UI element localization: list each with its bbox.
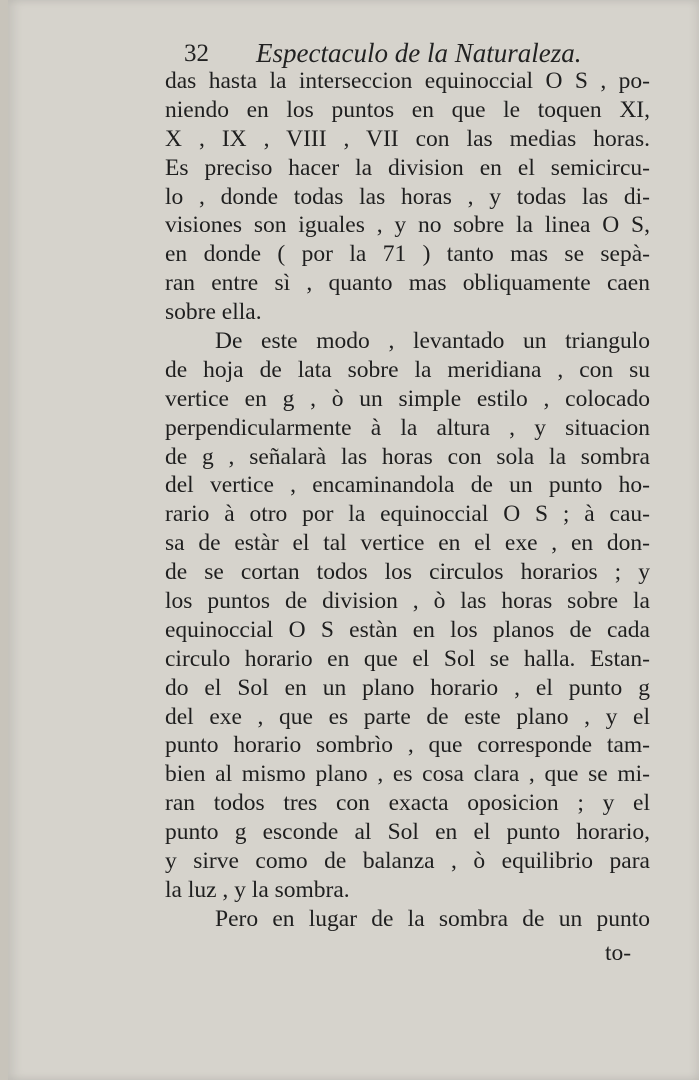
text-line: X , IX , VIII , VII con las medias horas. (165, 125, 650, 152)
text-line: de g , señalarà las horas con sola la sombra (165, 443, 650, 470)
text-line: perpendicularmente à la altura , y situacion (165, 414, 650, 441)
text-line: la luz , y la sombra. (165, 876, 350, 903)
paragraph-start: De este modo , levantado un triangulo (215, 328, 650, 355)
text-line: sobre ella. (165, 299, 262, 326)
paragraph-start: Pero en lugar de la sombra de un punto (215, 905, 650, 932)
text-line: punto g esconde al Sol en el punto horario, (165, 819, 650, 846)
text-line: das hasta la interseccion equinoccial O S , po- (165, 68, 650, 94)
text-line: del vertice , encaminandola de un punto ho- (165, 472, 650, 499)
text-line: y sirve como de balanza , ò equilibrio para (165, 848, 650, 875)
text-line: equinoccial O S estàn en los planos de cada (165, 616, 650, 643)
text-line: niendo en los puntos en que le toquen XI, (165, 96, 650, 123)
text-line: en donde ( por la 71 ) tanto mas se sepà- (165, 241, 650, 268)
text-line: visiones son iguales , y no sobre la linea O S, (165, 212, 650, 239)
text-line: bien al mismo plano , es cosa clara , que se mi- (165, 761, 650, 788)
page-number: 32 (184, 40, 209, 67)
text-line: sa de estàr el tal vertice en el exe , en don- (165, 530, 650, 557)
text-line: rario à otro por la equinoccial O S ; à cau- (165, 501, 650, 528)
text-line: lo , donde todas las horas , y todas las di- (165, 183, 650, 210)
book-page (8, 0, 699, 1080)
running-title: Espectaculo de la Naturaleza. (256, 38, 582, 68)
text-line: de se cortan todos los circulos horarios ; y (165, 559, 650, 586)
catchword: to- (605, 940, 632, 966)
text-line: do el Sol en un plano horario , el punto g (165, 674, 650, 701)
text-line: del exe , que es parte de este plano , y el (165, 703, 650, 730)
text-line: vertice en g , ò un simple estilo , colocado (165, 385, 650, 412)
body-text (165, 67, 650, 934)
text-line: Es preciso hacer la division en el semicircu- (165, 154, 650, 181)
text-line: los puntos de division , ò las horas sobre la (165, 588, 650, 615)
text-line: punto horario sombrìo , que corresponde tam- (165, 732, 650, 759)
text-line: circulo horario en que el Sol se halla. Estan- (165, 645, 650, 672)
text-line: de hoja de lata sobre la meridiana , con su (165, 356, 650, 383)
text-line: ran entre sì , quanto mas obliquamente caen (165, 270, 650, 297)
text-line: ran todos tres con exacta oposicion ; y el (165, 790, 650, 817)
